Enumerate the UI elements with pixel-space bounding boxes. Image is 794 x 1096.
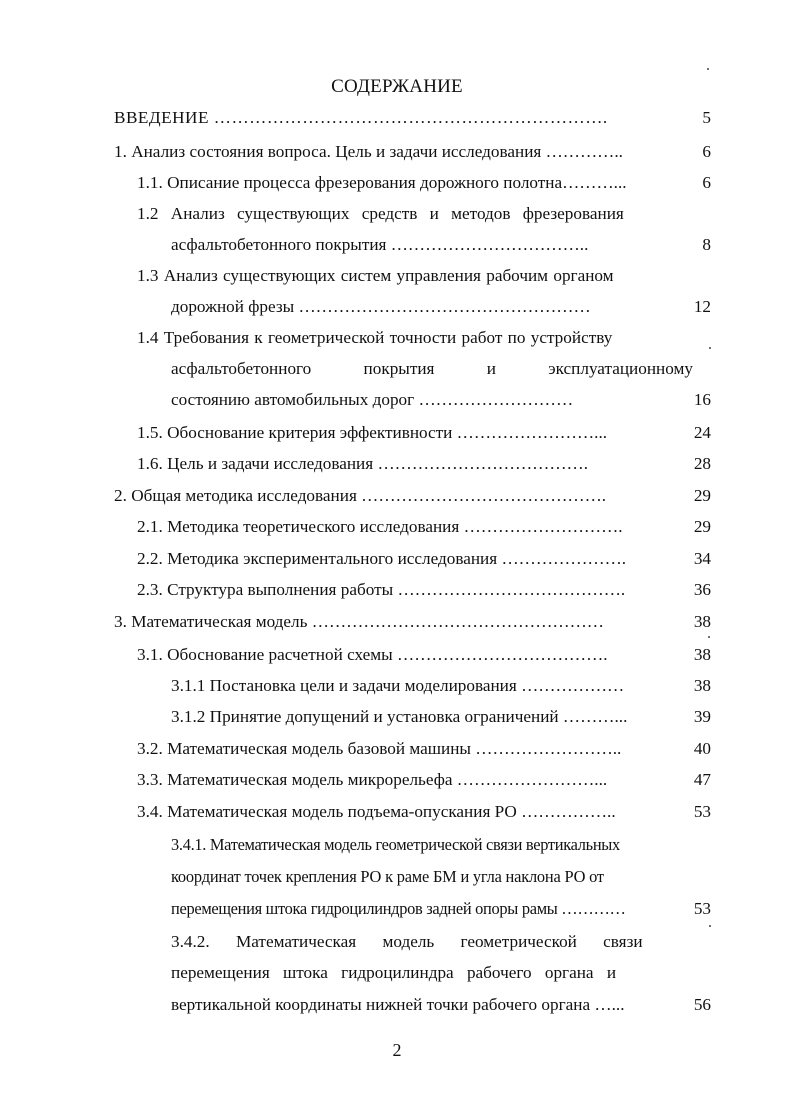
scan-speck (709, 347, 711, 349)
toc-entry-page: 53 (693, 802, 711, 821)
toc-entry (114, 141, 672, 163)
toc-entry-text: 2.3. Структура выполнения работы …………………………………. (137, 580, 626, 599)
toc-entry (171, 296, 672, 318)
toc-entry-page: 38 (693, 612, 711, 631)
toc-entry-text: 1.2 Анализ существующих средств и методов фрезерования (137, 204, 624, 223)
toc-entry-text: 2.2. Методика экспериментального исследования …………………. (137, 549, 627, 568)
toc-entry-text: асфальтобетонного покрытия …………………………….. (171, 235, 589, 254)
page-title: СОДЕРЖАНИЕ (331, 76, 463, 97)
toc-entry-text: вертикальной координаты нижней точки рабочего органа …... (171, 995, 625, 1014)
toc-entry-text: 1. Анализ состояния вопроса. Цель и задачи исследования ………….. (114, 142, 623, 161)
toc-entry-page: 29 (693, 517, 711, 536)
toc-entry (171, 866, 674, 888)
toc-entry (171, 898, 672, 920)
toc-entry (137, 516, 672, 538)
toc-entry (171, 931, 674, 953)
toc-entry-page: 24 (693, 423, 711, 442)
toc-entry-text: 1.1. Описание процесса фрезерования дорожного полотна………... (137, 173, 627, 192)
toc-entry-page: 36 (693, 580, 711, 599)
toc-entry (171, 994, 672, 1016)
toc-entry-page: 28 (693, 454, 711, 473)
toc-entry-page: 8 (702, 235, 711, 254)
toc-entry-text: состоянию автомобильных дорог ……………………… (171, 390, 574, 409)
toc-entry-text: 3.4. Математическая модель подъема-опускания РО …………….. (137, 802, 616, 821)
toc-entry-text: перемещения штока гидроцилиндров задней опоры рамы ………… (171, 899, 626, 918)
toc-entry (137, 327, 674, 349)
toc-entry-page: 12 (693, 297, 711, 316)
toc-entry (137, 203, 674, 225)
toc-entry-text: 1.3 Анализ существующих систем управления рабочим органом (137, 266, 614, 285)
toc-entry (137, 801, 672, 823)
toc-entry (114, 611, 672, 633)
scan-speck (708, 636, 710, 638)
toc-entry (171, 358, 693, 380)
toc-entry-text: 1.5. Обоснование критерия эффективности ……………………... (137, 423, 608, 442)
toc-entry-text: 3.4.1. Математическая модель геометрической связи вертикальных (171, 835, 620, 854)
page-number: 2 (392, 1040, 402, 1060)
toc-entry-page: 56 (693, 995, 711, 1014)
toc-entry-page: 16 (693, 390, 711, 409)
toc-entry-text: 2.1. Методика теоретического исследования ………………………. (137, 517, 623, 536)
toc-entry-text: 3.1. Обоснование расчетной схемы ………………………………. (137, 645, 608, 664)
toc-entry-text: 1.6. Цель и задачи исследования ………………………………. (137, 454, 589, 473)
toc-entry-text: 3.2. Математическая модель базовой машины …………………….. (137, 739, 622, 758)
toc-entry-page: 34 (693, 549, 711, 568)
toc-entry-text: дорожной фрезы …………………………………………… (171, 297, 591, 316)
toc-entry (114, 107, 672, 129)
toc-entry-text: координат точек крепления РО к раме БМ и угла наклона РО от (171, 867, 604, 886)
toc-entry-text: перемещения штока гидроцилиндра рабочего органа и (171, 963, 617, 982)
toc-entry-page: 6 (702, 173, 711, 192)
scan-speck (707, 68, 709, 70)
toc-entry-text: асфальтобетонного покрытия и эксплуатационному (171, 359, 693, 378)
toc-entry (137, 422, 672, 444)
toc-entry (137, 644, 672, 666)
toc-entry (171, 675, 672, 697)
toc-entry-text: 1.4 Требования к геометрической точности работ по устройству (137, 328, 613, 347)
toc-entry-text: 3.3. Математическая модель микрорельефа ……………………... (137, 770, 608, 789)
toc-entry-text: 3.4.2. Математическая модель геометрической связи (171, 932, 643, 951)
toc-entry-page: 38 (693, 645, 711, 664)
toc-entry (137, 769, 672, 791)
toc-entry (114, 485, 672, 507)
toc-entry (137, 738, 672, 760)
toc-entry-page: 39 (693, 707, 711, 726)
toc-entry-page: 38 (693, 676, 711, 695)
toc-entry (171, 706, 672, 728)
toc-entry (137, 265, 674, 287)
toc-entry (171, 389, 672, 411)
toc-entry (171, 962, 674, 984)
toc-entry-page: 29 (693, 486, 711, 505)
toc-entry-page: 6 (702, 142, 711, 161)
toc-entry (171, 834, 674, 856)
toc-entry (137, 172, 672, 194)
toc-entry-text: 3.1.1 Постановка цели и задачи моделирования ……………… (171, 676, 625, 695)
toc-entry-page: 5 (702, 108, 711, 127)
toc-entry-text: 3. Математическая модель …………………………………………… (114, 612, 604, 631)
toc-entry-text: ВВЕДЕНИЕ …………………………………………………………. (114, 108, 608, 127)
toc-entry-text: 3.1.2 Принятие допущений и установка ограничений ………... (171, 707, 628, 726)
scan-speck (709, 925, 711, 927)
toc-entry-page: 53 (693, 899, 711, 918)
toc-entry (137, 579, 672, 601)
toc-entry (137, 453, 672, 475)
toc-entry (171, 234, 672, 256)
toc-entry (137, 548, 672, 570)
toc-entry-text: 2. Общая методика исследования ……………………………………. (114, 486, 607, 505)
toc-entry-page: 47 (693, 770, 711, 789)
toc-entry-page: 40 (693, 739, 711, 758)
